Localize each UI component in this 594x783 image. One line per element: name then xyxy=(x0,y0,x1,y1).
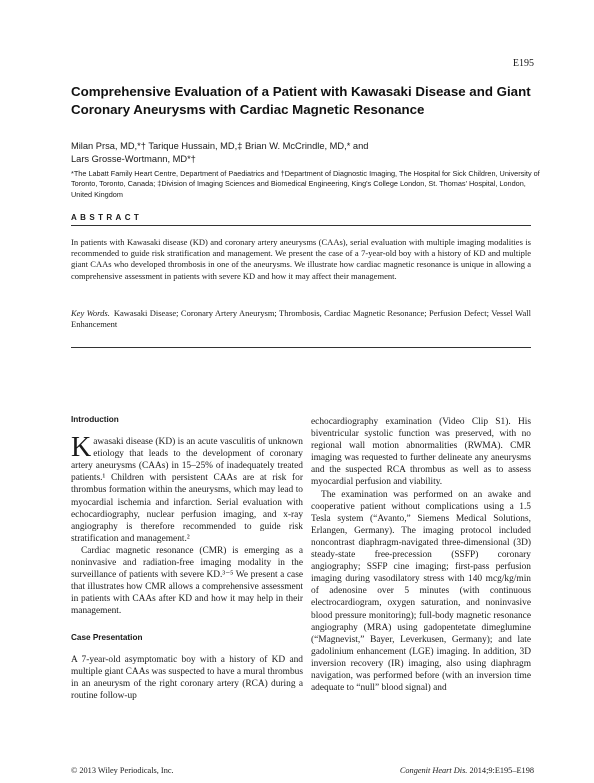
affiliations: *The Labatt Family Heart Centre, Department of Paediatrics and †Department of Diagnostic Imaging, The Hospital for Sick Children, University of Toronto, Toronto, Canada; ‡Division of Imaging Sciences and Biomedical Engineering, King's College London, St. Thomas' Hospital, London, United Kingdom xyxy=(71,169,540,199)
footer-pages: 2014;9:E195–E198 xyxy=(469,766,534,775)
keywords-label: Key Words. xyxy=(71,308,110,318)
footer-copyright: © 2013 Wiley Periodicals, Inc. xyxy=(71,766,174,775)
intro-paragraph-1 xyxy=(71,432,303,545)
drop-cap: K xyxy=(71,432,92,464)
right-paragraph-1: echocardiography examination (Video Clip S1). His biventricular systolic function was preserved, with no regional wall motion abnormalities (RWMA). CMR imaging was requested to further delineate any aneurysms and the suspected RCA thrombus as well as to assess myocardial perfusion and viability. xyxy=(311,417,531,488)
keywords xyxy=(71,308,531,330)
authors-line-2: Lars Grosse-Wortmann, MD*† xyxy=(71,154,196,164)
authors xyxy=(71,140,531,166)
abstract-heading: ABSTRACT xyxy=(71,213,531,226)
section-heading-introduction: Introduction xyxy=(71,415,119,424)
intro-paragraph-1-text: awasaki disease (KD) is an acute vasculitis of unknown etiology that leads to the development of coronary artery aneurysms (CAAs) in 15–25% of inadequately treated patients.¹ Children with persistent CAAs are at risk for thrombus formation within the aneurysms, which may lead to myocardial ischemia and infarction. Serial evaluation with echocardiography, nuclear perfusion imaging, and x-ray angiography is therefore recommended to guide risk stratification and management.² xyxy=(71,437,303,544)
left-column xyxy=(71,414,303,702)
authors-line-1: Milan Prsa, MD,*† Tarique Hussain, MD,‡ Brian W. McCrindle, MD,* and xyxy=(71,141,369,151)
intro-paragraph-2: Cardiac magnetic resonance (CMR) is emerging as a noninvasive and radiation-free imaging modality in the surveillance of patients with severe KD.³⁻⁵ We present a case that illustrates how CMR allows a comprehensive assessment in patients with CAAs after KD and how it may help in their management. xyxy=(71,545,303,617)
right-column xyxy=(311,416,531,694)
divider-rule xyxy=(71,347,531,348)
abstract-text: In patients with Kawasaki disease (KD) and coronary artery aneurysms (CAAs), serial evaluation with multiple imaging modalities is recommended to guide risk stratification and management. We present the case of a 7-year-old boy with a history of KD and multiple giant CAAs who developed thrombosis in one of the aneurysms. We illustrate how cardiac magnetic resonance is unique in allowing a comprehensive assessment in patients with severe KD and how it may affect their management. xyxy=(71,237,531,281)
page-number: E195 xyxy=(512,58,534,69)
case-paragraph-1: A 7-year-old asymptomatic boy with a history of KD and multiple giant CAAs was suspected to have a mural thrombus in an aneurysm of the right coronary artery (RCA) during a routine follow-up xyxy=(71,654,303,701)
right-paragraph-2: The examination was performed on an awake and cooperative patient without complications using a 1.5 Tesla system (“Avanto,” Siemens Medical Solutions, Erlangen, Germany). The imaging protocol included noncontrast diaphragm-navigated three-dimensional (3D) steady-state free-precession (SSFP) coronary angiography; SSFP cine imaging; first-pass perfusion imaging during vasodilatory stress with 140 mcg/kg/min of adenosine over 5 minutes (with continuous electrocardiogram, oxygen saturation, and noninvasive blood pressure monitoring); full-body magnetic resonance angiography (MRA) using gadopentetate dimeglumine (“Magnevist,” Bayer, Leverkusen, Germany); and late gadolinium enhancement (LGE) imaging. In addition, 3D inversion recovery (IR) imaging, also using diaphragm navigation, was performed before (with an inversion time adequate to “null” blood signal) and xyxy=(311,489,531,694)
paper-title: Comprehensive Evaluation of a Patient with Kawasaki Disease and Giant Coronary Aneurysms with Cardiac Magnetic Resonance xyxy=(71,84,531,117)
section-heading-case-presentation: Case Presentation xyxy=(71,632,143,642)
footer-journal: Congenit Heart Dis. xyxy=(399,766,468,775)
keywords-text: Kawasaki Disease; Coronary Artery Aneurysm; Thrombosis, Cardiac Magnetic Resonance; Perfusion Defect; Vessel Wall Enhancement xyxy=(71,308,531,330)
footer-citation xyxy=(400,766,534,775)
